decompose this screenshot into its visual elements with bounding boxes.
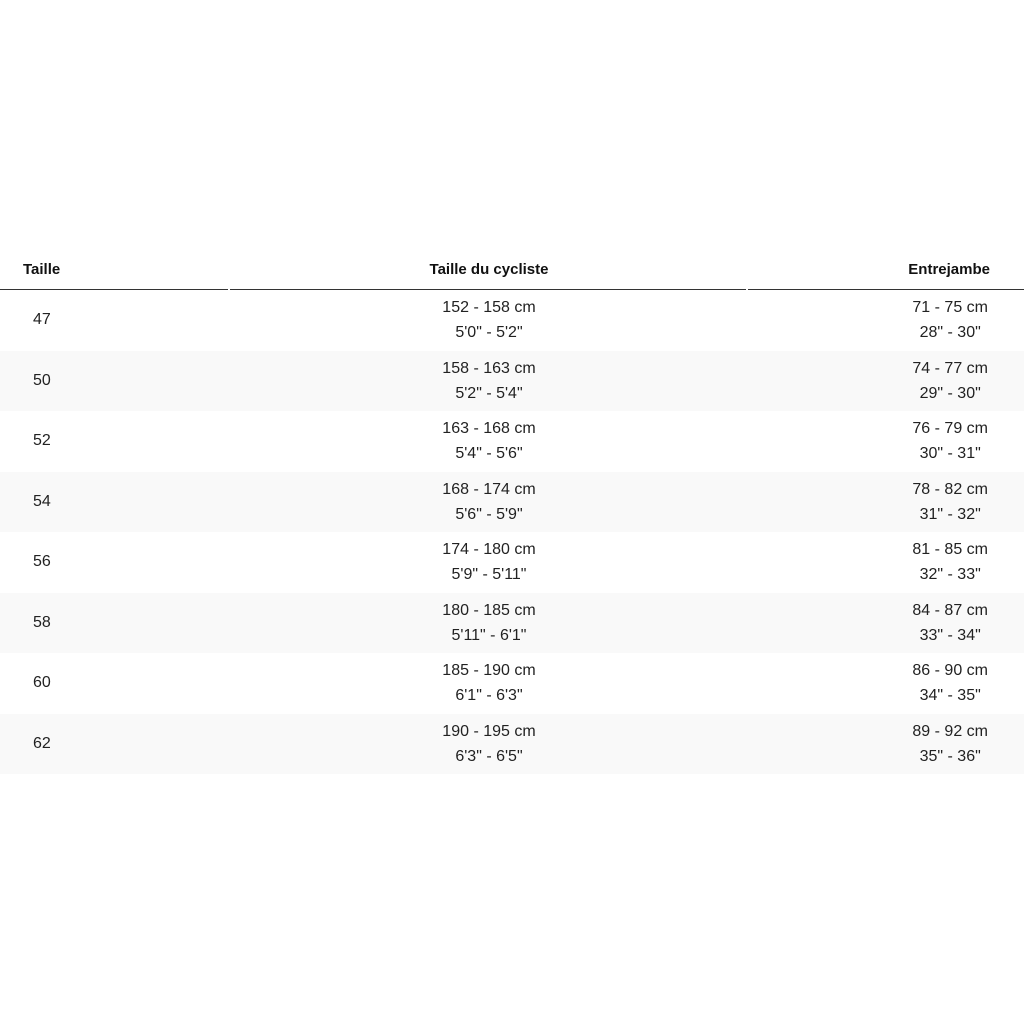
cell-size: 60 bbox=[33, 674, 51, 692]
rider-height-cm: 163 - 168 cm bbox=[442, 420, 536, 438]
table-row bbox=[0, 472, 1024, 533]
cell-rider-height bbox=[442, 719, 535, 769]
cell-rider-height bbox=[442, 295, 535, 345]
size-chart-table bbox=[0, 250, 1024, 774]
inseam-in: 33" - 34" bbox=[919, 626, 981, 644]
cell-inseam bbox=[912, 416, 988, 466]
table-row bbox=[0, 411, 1024, 472]
inseam-in: 31" - 32" bbox=[919, 505, 981, 523]
rider-height-cm: 174 - 180 cm bbox=[442, 541, 536, 559]
inseam-cm: 81 - 85 cm bbox=[912, 541, 988, 559]
cell-inseam bbox=[912, 477, 988, 527]
inseam-in: 34" - 35" bbox=[919, 687, 981, 705]
cell-rider-height bbox=[442, 356, 535, 406]
header-rider-height: Taille du cycliste bbox=[429, 261, 549, 278]
inseam-in: 29" - 30" bbox=[919, 384, 981, 402]
rider-height-cm: 180 - 185 cm bbox=[442, 601, 536, 619]
cell-inseam bbox=[912, 658, 988, 708]
inseam-cm: 76 - 79 cm bbox=[912, 420, 988, 438]
inseam-cm: 71 - 75 cm bbox=[912, 299, 988, 317]
cell-inseam bbox=[912, 295, 988, 345]
cell-rider-height bbox=[442, 477, 535, 527]
rider-height-ft: 6'3" - 6'5" bbox=[455, 747, 523, 765]
table-row bbox=[0, 351, 1024, 412]
header-size: Taille bbox=[23, 261, 61, 278]
rider-height-ft: 6'1" - 6'3" bbox=[455, 687, 523, 705]
rider-height-ft: 5'0" - 5'2" bbox=[455, 324, 523, 342]
cell-rider-height bbox=[442, 416, 535, 466]
table-header-row bbox=[0, 250, 1024, 290]
rider-height-ft: 5'6" - 5'9" bbox=[455, 505, 523, 523]
cell-inseam bbox=[912, 719, 988, 769]
table-row bbox=[0, 593, 1024, 654]
rider-height-ft: 5'11" - 6'1" bbox=[451, 626, 527, 644]
inseam-in: 28" - 30" bbox=[919, 324, 981, 342]
header-inseam: Entrejambe bbox=[908, 261, 990, 278]
inseam-in: 32" - 33" bbox=[919, 566, 981, 584]
cell-size: 52 bbox=[33, 432, 51, 450]
cell-size: 62 bbox=[33, 734, 51, 752]
cell-inseam bbox=[912, 598, 988, 648]
inseam-cm: 86 - 90 cm bbox=[912, 662, 988, 680]
cell-inseam bbox=[912, 356, 988, 406]
cell-rider-height bbox=[442, 658, 535, 708]
cell-rider-height bbox=[442, 537, 535, 587]
table-row bbox=[0, 714, 1024, 775]
rider-height-ft: 5'4" - 5'6" bbox=[455, 445, 523, 463]
rider-height-cm: 168 - 174 cm bbox=[442, 480, 536, 498]
rider-height-cm: 185 - 190 cm bbox=[442, 662, 536, 680]
rider-height-cm: 158 - 163 cm bbox=[442, 359, 536, 377]
rider-height-cm: 190 - 195 cm bbox=[442, 722, 536, 740]
cell-size: 58 bbox=[33, 613, 51, 631]
cell-size: 50 bbox=[33, 371, 51, 389]
cell-size: 54 bbox=[33, 492, 51, 510]
inseam-cm: 84 - 87 cm bbox=[912, 601, 988, 619]
inseam-cm: 89 - 92 cm bbox=[912, 722, 988, 740]
rider-height-ft: 5'2" - 5'4" bbox=[455, 384, 523, 402]
inseam-cm: 78 - 82 cm bbox=[912, 480, 988, 498]
cell-inseam bbox=[912, 537, 988, 587]
rider-height-cm: 152 - 158 cm bbox=[442, 299, 536, 317]
table-row bbox=[0, 290, 1024, 351]
cell-rider-height bbox=[442, 598, 535, 648]
cell-size: 47 bbox=[33, 311, 51, 329]
rider-height-ft: 5'9" - 5'11" bbox=[451, 566, 527, 584]
table-row bbox=[0, 653, 1024, 714]
cell-size: 56 bbox=[33, 553, 51, 571]
inseam-in: 35" - 36" bbox=[919, 747, 981, 765]
inseam-in: 30" - 31" bbox=[919, 445, 981, 463]
inseam-cm: 74 - 77 cm bbox=[912, 359, 988, 377]
table-row bbox=[0, 532, 1024, 593]
